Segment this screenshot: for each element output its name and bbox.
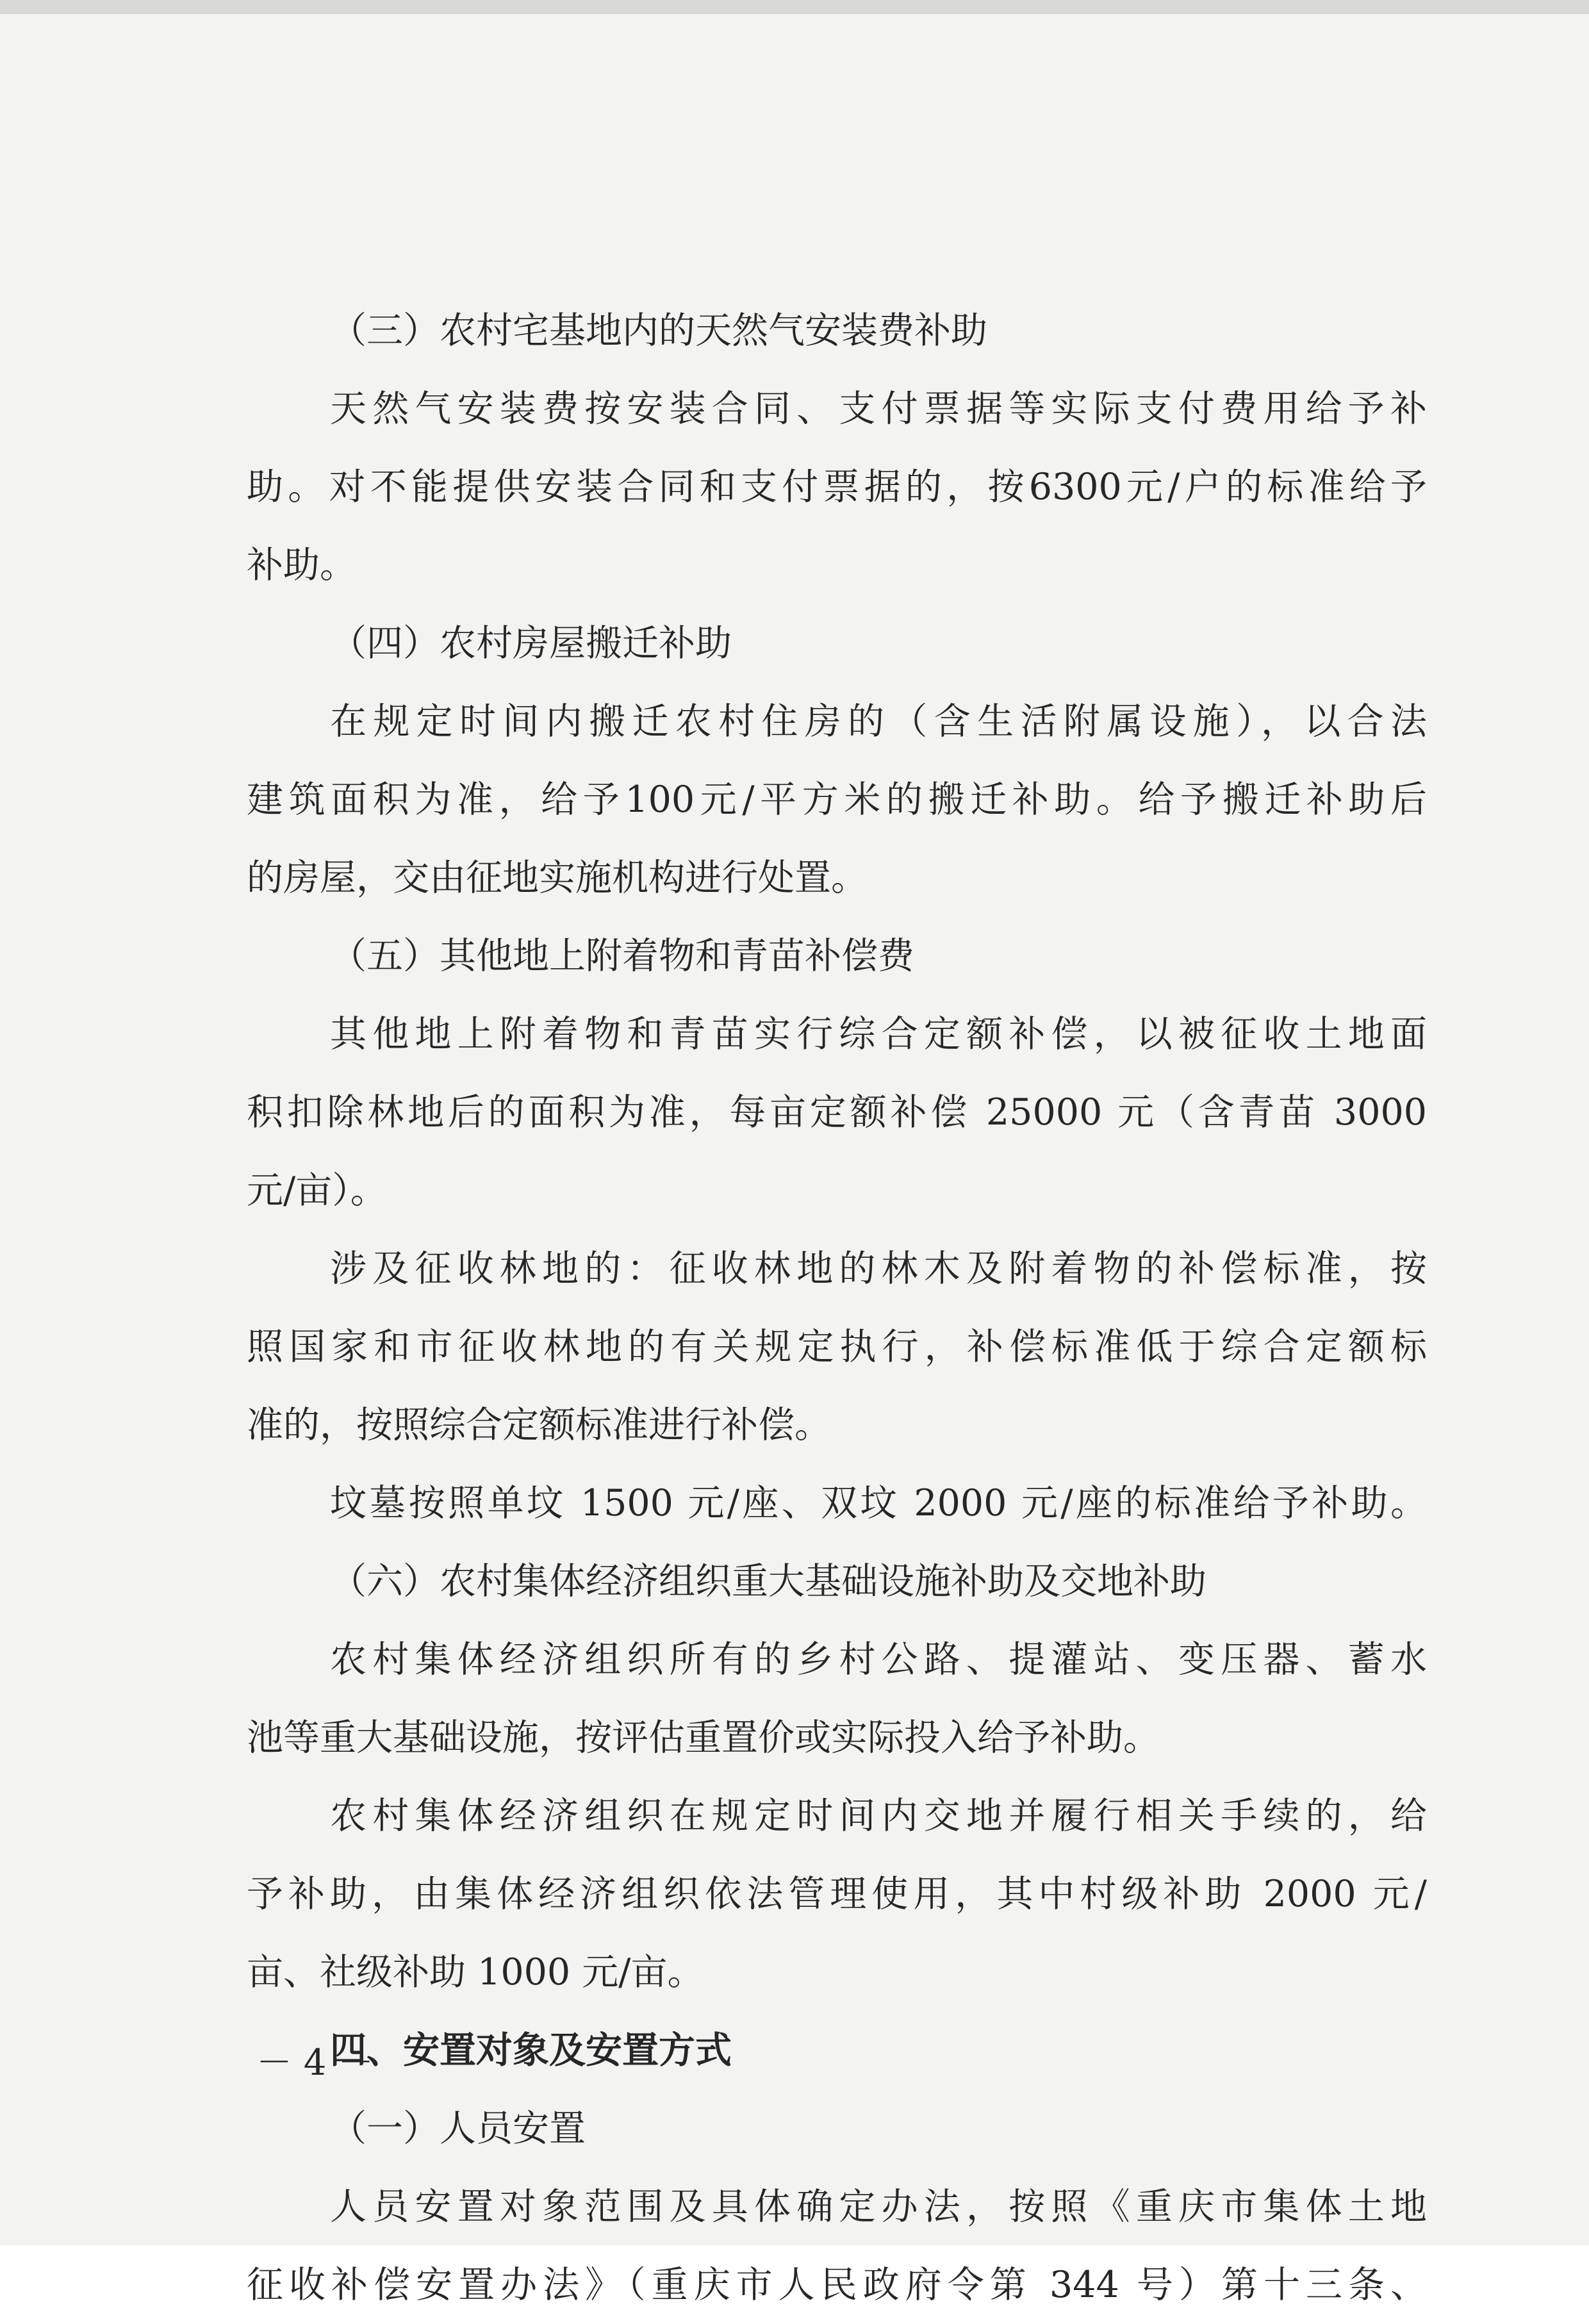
paragraph-line: 其他地上附着物和青苗实行综合定额补偿，以被征收土地面	[330, 1013, 1427, 1055]
paragraph-line: 元/亩）。	[247, 1169, 387, 1212]
subheading-natural-gas-subsidy: （三）农村宅基地内的天然气安装费补助	[330, 309, 987, 352]
paragraph-line: 农村集体经济组织在规定时间内交地并履行相关手续的，给	[330, 1795, 1427, 1837]
paragraph-line: 天然气安装费按安装合同、支付票据等实际支付费用给予补	[330, 388, 1427, 430]
paragraph-line: 准的，按照综合定额标准进行补偿。	[247, 1404, 831, 1446]
document-body	[247, 292, 1427, 2324]
paragraph-line: 助。对不能提供安装合同和支付票据的，按6300元/户的标准给予	[247, 466, 1427, 508]
paragraph-line: 人员安置对象范围及具体确定办法，按照《重庆市集体土地	[330, 2186, 1427, 2228]
paragraph-line: 在规定时间内搬迁农村住房的（含生活附属设施），以合法	[330, 700, 1427, 743]
subheading-personnel-resettlement: （一）人员安置	[330, 2107, 586, 2150]
subheading-house-relocation-subsidy: （四）农村房屋搬迁补助	[330, 622, 732, 664]
paragraph-line: 补助。	[247, 544, 356, 586]
paragraph-line: 建筑面积为准，给予100元/平方米的搬迁补助。给予搬迁补助后	[247, 779, 1427, 821]
paragraph-line: 予补助，由集体经济组织依法管理使用，其中村级补助 2000 元/	[247, 1873, 1427, 1915]
paragraph-line: 坟墓按照单坟 1500 元/座、双坟 2000 元/座的标准给予补助。	[330, 1482, 1427, 1524]
section-heading-resettlement: 四、安置对象及安置方式	[330, 2029, 732, 2072]
paragraph-line: 征收补偿安置办法》（重庆市人民政府令第 344 号）第十三条、	[247, 2264, 1427, 2306]
paragraph-line: 积扣除林地后的面积为准，每亩定额补偿 25000 元（含青苗 3000	[247, 1091, 1427, 1133]
paragraph-line: 农村集体经济组织所有的乡村公路、提灌站、变压器、蓄水	[330, 1638, 1427, 1681]
subheading-collective-infrastructure-subsidy: （六）农村集体经济组织重大基础设施补助及交地补助	[330, 1560, 1206, 1603]
paragraph-line: 涉及征收林地的：征收林地的林木及附着物的补偿标准，按	[330, 1248, 1427, 1290]
paragraph-line: 亩、社级补助 1000 元/亩。	[247, 1951, 704, 1993]
paragraph-line: 的房屋，交由征地实施机构进行处置。	[247, 857, 868, 899]
scan-top-edge	[0, 0, 1589, 14]
paragraph-line: 池等重大基础设施，按评估重置价或实际投入给予补助。	[247, 1717, 1160, 1759]
paragraph-line: 照国家和市征收林地的有关规定执行，补偿标准低于综合定额标	[247, 1326, 1427, 1368]
subheading-attachments-and-crops: （五）其他地上附着物和青苗补偿费	[330, 935, 914, 977]
page-number: － 4 －	[256, 2042, 374, 2084]
